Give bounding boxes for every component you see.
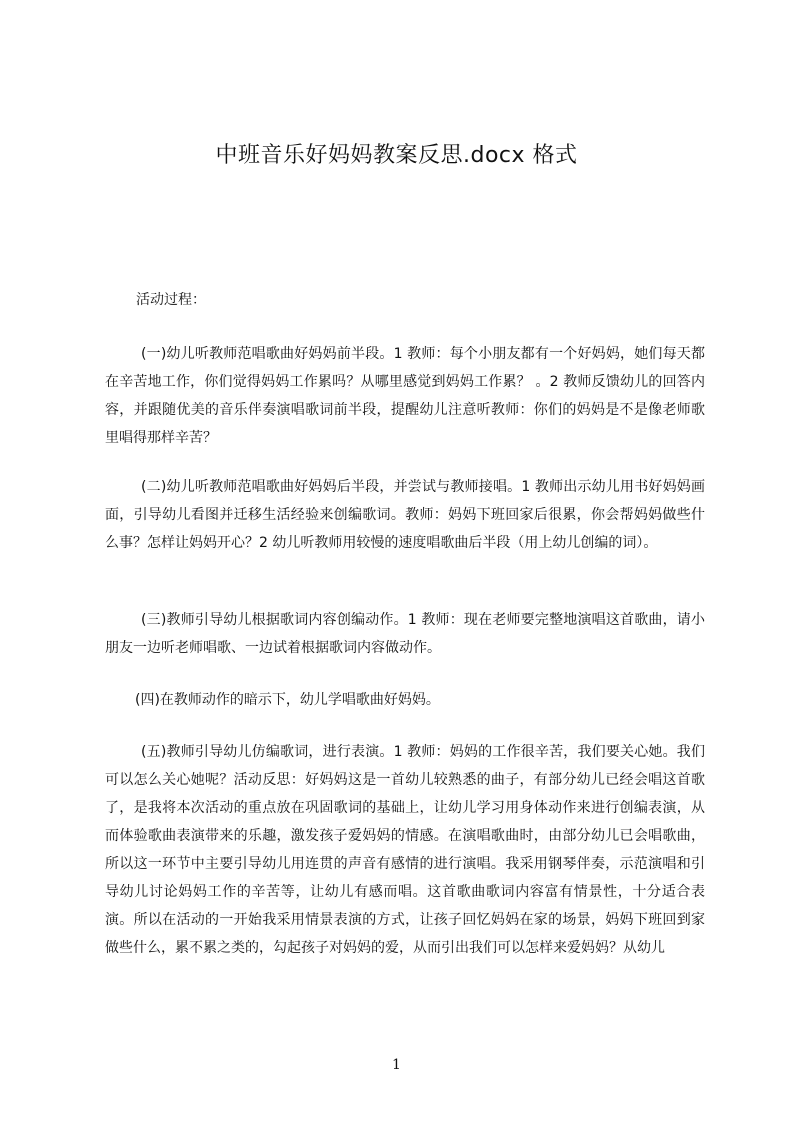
paragraph-4: (四)在教师动作的暗示下，幼儿学唱歌曲好妈妈。 bbox=[135, 692, 440, 708]
paragraph-1: (一)幼儿听教师范唱歌曲好妈妈前半段。1 教师：每个小朋友都有一个好妈妈，她们每天都在辛苦地工作，你们觉得妈妈工作累吗？从哪里感觉到妈妈工作累？ 。2 教师反馈幼儿的回答内容，并跟随优美的音乐伴奏演唱歌词前半段，提醒幼儿注意听教师：你们的妈妈是不是像老师歌里唱得那样辛苦？ bbox=[105, 346, 705, 446]
paragraph-3: (三)教师引导幼儿根据歌词内容创编动作。1 教师：现在老师要完整地演唱这首歌曲，请小朋友一边听老师唱歌、一边试着根据歌词内容做动作。 bbox=[105, 612, 705, 656]
paragraph-2: (二)幼儿听教师范唱歌曲好妈妈后半段，并尝试与教师接唱。1 教师出示幼儿用书好妈妈画面，引导幼儿看图并迁移生活经验来创编歌词。教师：妈妈下班回家后很累，你会帮妈妈做些什么事？怎样让妈妈开心？2 幼儿听教师用较慢的速度唱歌曲后半段（用上幼儿创编的词）。 bbox=[105, 479, 705, 551]
paragraph-5: (五)教师引导幼儿仿编歌词，进行表演。1 教师：妈妈的工作很辛苦，我们要关心她。我们可以怎么关心她呢？活动反思：好妈妈这是一首幼儿较熟悉的曲子，有部分幼儿已经会唱这首歌了，是我将本次活动的重点放在巩固歌词的基础上，让幼儿学习用身体动作来进行创编表演，从而体验歌曲表演带来的乐趣，激发孩子爱妈妈的情感。在演唱歌曲时，由部分幼儿已会唱歌曲，所以这一环节中主要引导幼儿用连贯的声音有感情的进行演唱。我采用钢琴伴奏，示范演唱和引导幼儿讨论妈妈工作的辛苦等，让幼儿有感而唱。这首歌曲歌词内容富有情景性，十分适合表演。所以在活动的一开始我采用情景表演的方式，让孩子回忆妈妈在家的场景，妈妈下班回到家做些什么，累不累之类的，勾起孩子对妈妈的爱，从而引出我们可以怎样来爱妈妈？从幼儿 bbox=[105, 744, 705, 956]
page-number: 1 bbox=[392, 1057, 401, 1073]
section-label: 活动过程： bbox=[136, 292, 206, 308]
document-title: 中班音乐好妈妈教案反思.docx 格式 bbox=[215, 143, 578, 168]
